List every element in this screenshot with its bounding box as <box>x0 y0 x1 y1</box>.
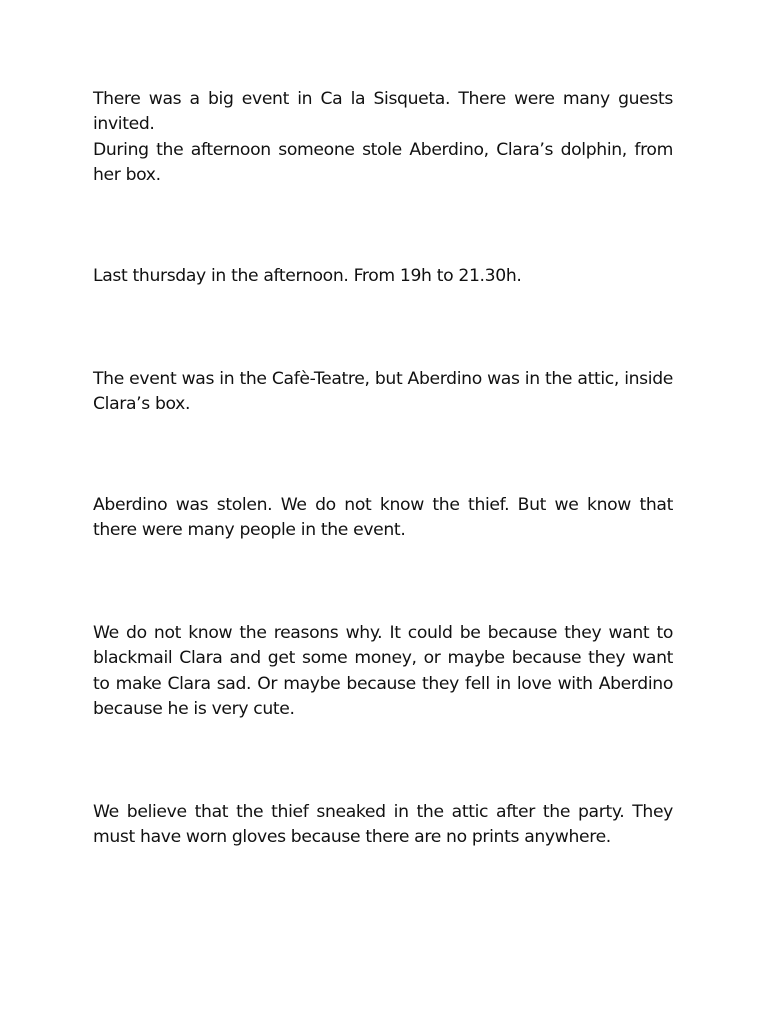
paragraph-where <box>93 367 673 418</box>
text-line: Aberdino was stolen. We do not know the thief. But we know that there were many people in the event. <box>93 495 673 541</box>
text-line: There was a big event in Ca la Sisqueta. There were many guests invited. <box>93 89 673 135</box>
paragraph-what <box>93 493 673 544</box>
paragraph-how <box>93 800 673 851</box>
paragraph-when <box>93 264 673 289</box>
paragraph-event-summary <box>93 87 673 188</box>
text-line: We do not know the reasons why. It could be because they want to blackmail Clara and get some money, or maybe because they want to make Clara sad. Or maybe because they fell in love with Aberdino because he is very cute. <box>93 623 673 719</box>
text-line: During the afternoon someone stole Aberdino, Clara’s dolphin, from her box. <box>93 139 673 185</box>
text-line: We believe that the thief sneaked in the attic after the party. They must have worn gloves because there are no prints anywhere. <box>93 802 673 848</box>
text-line: Last thursday in the afternoon. From 19h to 21.30h. <box>93 266 522 286</box>
paragraph-why <box>93 621 673 722</box>
text-line: The event was in the Cafè-Teatre, but Aberdino was in the attic, inside Clara’s box. <box>93 369 673 415</box>
